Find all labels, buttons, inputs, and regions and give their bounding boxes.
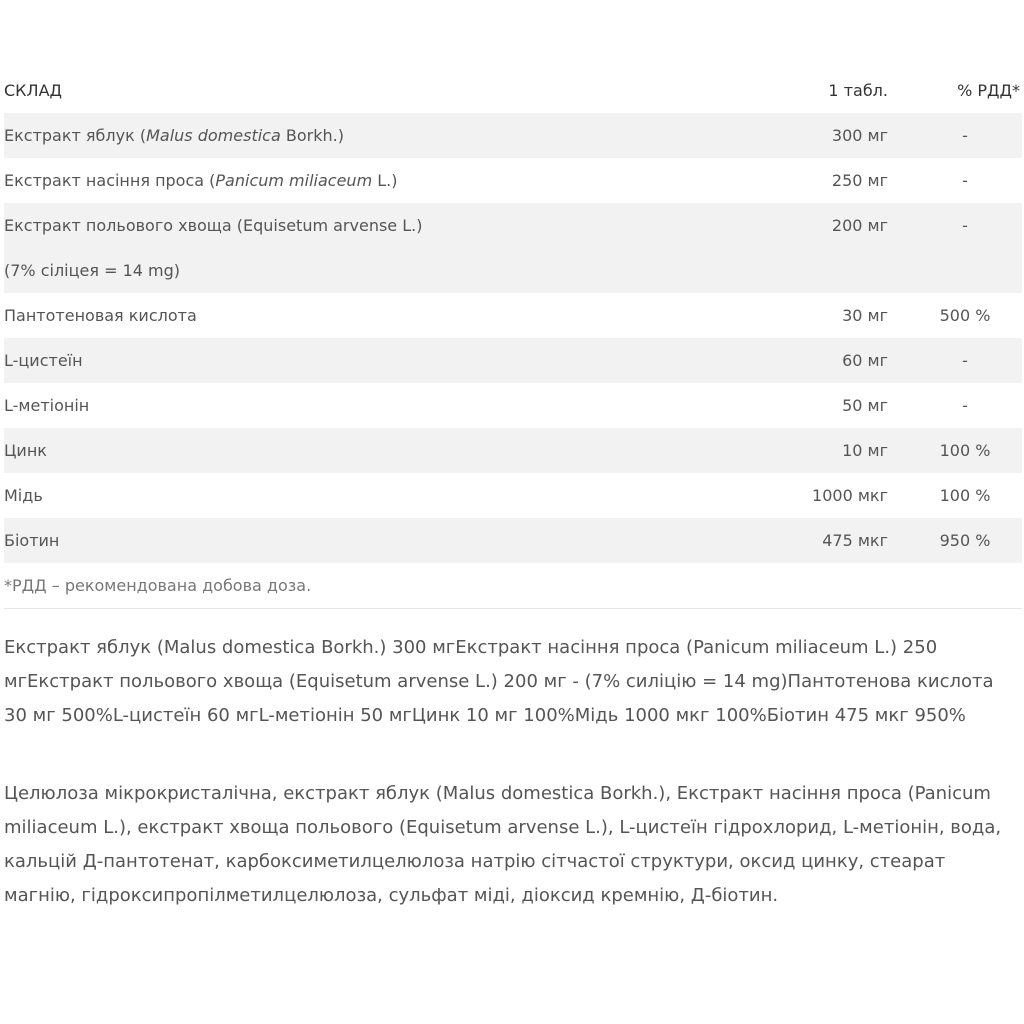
composition-section [4, 68, 1022, 913]
header-rdd-percent: % РДД* [957, 81, 1020, 100]
ingredient-name: L-цистеїн [4, 351, 83, 370]
composition-table [4, 68, 1022, 609]
table-row [4, 473, 1022, 518]
table-row [4, 113, 1022, 158]
ingredient-rdd: 100 % [939, 486, 991, 505]
ingredient-name-text: Екстракт насіння проса ( [4, 171, 216, 190]
ingredient-name-text: Borkh.) [280, 126, 344, 145]
table-row [4, 428, 1022, 473]
ingredient-amount: 10 мг [842, 441, 888, 460]
ingredient-name: Пантотеновая кислота [4, 306, 197, 325]
ingredient-amount: 200 мг [831, 216, 888, 235]
ingredient-rdd: - [962, 216, 968, 235]
ingredient-rdd: - [962, 351, 968, 370]
ingredient-name: Цинк [4, 441, 47, 460]
header-per-tablet: 1 табл. [828, 81, 888, 100]
ingredient-rdd: 100 % [939, 441, 991, 460]
ingredient-rdd: - [962, 171, 968, 190]
ingredient-rdd: - [962, 126, 968, 145]
ingredient-latin-name: Panicum miliaceum [215, 171, 373, 190]
ingredient-name: Мідь [4, 486, 43, 505]
ingredient-rdd: 500 % [939, 306, 991, 325]
ingredient-amount: 50 мг [842, 396, 888, 415]
ingredient-rdd: 950 % [939, 531, 991, 550]
ingredient-name [4, 158, 700, 203]
table-row [4, 293, 1022, 338]
header-composition: СКЛАД [4, 81, 63, 100]
ingredient-note: (7% сіліцея = 14 mg) [4, 261, 180, 280]
ingredient-amount: 60 мг [842, 351, 888, 370]
ingredients-paragraph: Целюлоза мікрокристалічна, екстракт яблук (Malus domestica Borkh.), Екстракт насіння проса (Panicum miliaceum L.), екстракт хвоща польового (Equisetum arvense L.), L-цистеїн гідрохлорид, L-метіонін, вода, кальцій Д-пантотенат, карбоксиметилцелюлоза натрію сітчастої структури, оксид цинку, стеарат магнію, гідроксипропілметилцелюлоза, сульфат міді, діоксид кремнію, Д-біотин. [4, 783, 1002, 906]
ingredient-rdd: - [962, 396, 968, 415]
table-header-row [4, 68, 1022, 113]
ingredient-amount: 30 мг [842, 306, 888, 325]
ingredient-name-text: L.) [372, 171, 398, 190]
rdd-footnote: *РДД – рекомендована добова доза. [4, 563, 1022, 609]
ingredient-name [4, 113, 700, 158]
ingredient-amount: 300 мг [831, 126, 888, 145]
ingredient-amount: 250 мг [831, 171, 888, 190]
ingredient-amount: 475 мкг [822, 531, 888, 550]
ingredient-name: Біотин [4, 531, 60, 550]
table-row [4, 383, 1022, 428]
table-row [4, 158, 1022, 203]
table-row [4, 518, 1022, 563]
ingredient-name-text: Екстракт яблук ( [4, 126, 147, 145]
ingredient-amount: 1000 мкг [812, 486, 888, 505]
table-row [4, 338, 1022, 383]
table-row [4, 203, 1022, 293]
composition-summary-paragraph: Екстракт яблук (Malus domestica Borkh.) 300 мгЕкстракт насіння проса (Panicum miliaceum L.) 250 мгЕкстракт польового хвоща (Equisetum arvense L.) 200 мг - (7% силіцію = 14 mg)Пантотенова кислота 30 мг 500%L-цистеїн 60 мгL-метіонін 50 мгЦинк 10 мг 100%Мідь 1000 мкг 100%Біотин 475 мкг 950% [4, 637, 994, 726]
ingredient-latin-name: Malus domestica [146, 126, 281, 145]
ingredient-name: L-метіонін [4, 396, 90, 415]
ingredient-name [4, 203, 700, 293]
ingredient-name-text: Екстракт польового хвоща (Equisetum arvense L.) [4, 216, 423, 235]
